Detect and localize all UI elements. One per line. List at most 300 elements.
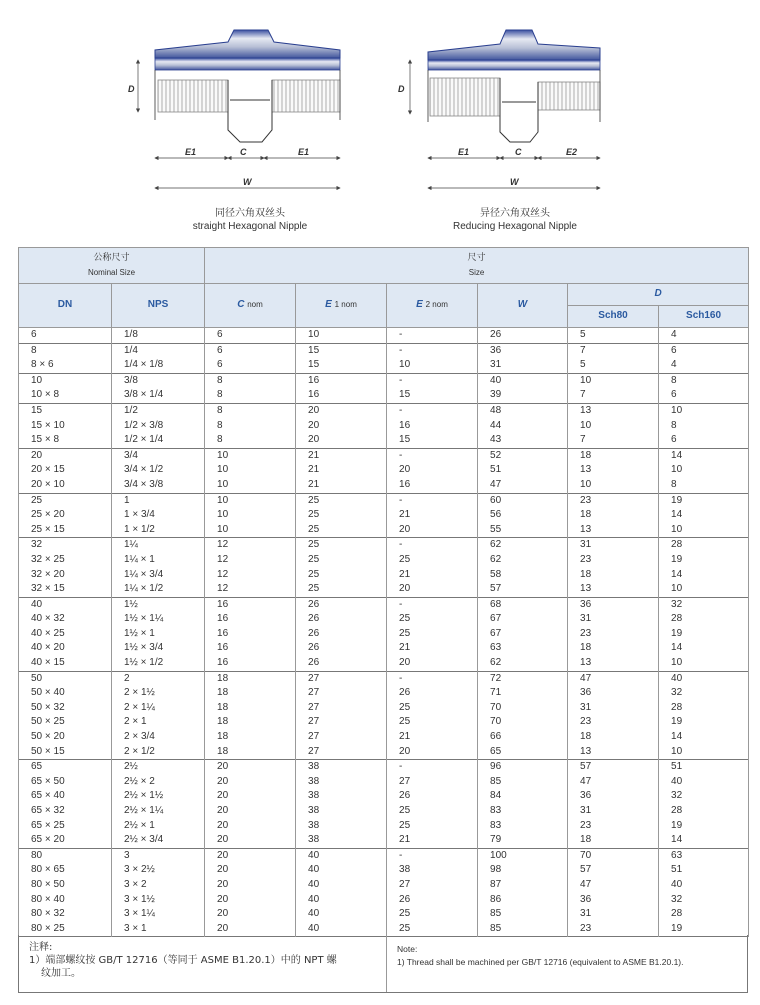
table-cell: 5 <box>568 358 659 373</box>
table-cell: 1½ × 3/4 <box>112 641 205 656</box>
table-cell: 3/4 × 1/2 <box>112 463 205 478</box>
table-cell: 47 <box>568 878 659 893</box>
straight-caption-zh: 同径六角双丝头 <box>215 208 285 219</box>
table-cell: 14 <box>659 641 749 656</box>
header-w-label: W <box>517 299 528 311</box>
table-row <box>19 730 749 745</box>
table-cell: 8 <box>205 403 296 418</box>
table-cell: 12 <box>205 582 296 597</box>
table-cell: 47 <box>568 671 659 686</box>
table-cell: 14 <box>659 730 749 745</box>
table-cell: 55 <box>478 523 568 538</box>
header-e2-label: E <box>416 299 423 311</box>
table-cell: 25 <box>387 922 478 937</box>
table-cell: 25 × 20 <box>19 508 112 523</box>
table-cell: 19 <box>659 493 749 508</box>
table-cell: 31 <box>568 612 659 627</box>
table-cell: 36 <box>568 686 659 701</box>
table-cell: 25 <box>387 553 478 568</box>
table-cell: 65 <box>19 760 112 775</box>
table-cell: 84 <box>478 789 568 804</box>
table-cell: 16 <box>387 478 478 493</box>
table-cell: 26 <box>478 328 568 344</box>
straight-nipple-drawing <box>128 30 340 188</box>
table-cell: 10 <box>659 582 749 597</box>
table-cell: - <box>387 343 478 358</box>
notes-zh <box>29 941 399 980</box>
table-cell: 23 <box>568 819 659 834</box>
table-row <box>19 508 749 523</box>
table-cell: 18 <box>205 671 296 686</box>
table-cell: 79 <box>478 833 568 848</box>
table-cell: 8 <box>659 419 749 434</box>
table-cell: 80 <box>19 848 112 863</box>
table-cell: - <box>387 493 478 508</box>
table-cell: 18 <box>568 641 659 656</box>
table-cell: 32 <box>659 893 749 908</box>
table-cell: 23 <box>568 627 659 642</box>
table-cell: 27 <box>296 715 387 730</box>
table-cell: 62 <box>478 656 568 671</box>
reducing-label-d: D <box>398 84 405 94</box>
table-cell: 10 <box>659 523 749 538</box>
table-row <box>19 328 749 344</box>
header-size-zh: 尺寸 <box>467 252 486 263</box>
table-cell: 23 <box>568 922 659 937</box>
table-cell: 10 <box>205 493 296 508</box>
notes-zh-line1: 1）端部螺纹按 GB/T 12716（等同于 ASME B1.20.1）中的 NPT 螺 <box>29 955 337 966</box>
table-cell: 65 × 32 <box>19 804 112 819</box>
table-cell: 57 <box>478 582 568 597</box>
table-cell: 85 <box>478 922 568 937</box>
table-cell: 20 <box>205 848 296 863</box>
table-cell: 32 × 20 <box>19 568 112 583</box>
straight-caption <box>170 207 330 233</box>
table-cell: 7 <box>568 433 659 448</box>
table-row <box>19 358 749 373</box>
table-cell: 31 <box>478 358 568 373</box>
table-cell: 38 <box>387 863 478 878</box>
header-size-en: Size <box>468 267 485 277</box>
table-cell: 18 <box>568 833 659 848</box>
table-cell: 15 × 8 <box>19 433 112 448</box>
straight-label-d: D <box>128 84 135 94</box>
table-cell: 65 × 20 <box>19 833 112 848</box>
table-cell: 16 <box>205 612 296 627</box>
table-cell: 50 × 25 <box>19 715 112 730</box>
table-cell: 23 <box>568 715 659 730</box>
table-cell: - <box>387 328 478 344</box>
table-cell: - <box>387 760 478 775</box>
table-cell: 43 <box>478 433 568 448</box>
table-cell: 2½ × 2 <box>112 775 205 790</box>
reducing-caption <box>430 207 600 233</box>
table-cell: 8 <box>205 388 296 403</box>
table-cell: 25 <box>296 553 387 568</box>
table-cell: 12 <box>205 568 296 583</box>
table-cell: 86 <box>478 893 568 908</box>
table-row <box>19 789 749 804</box>
table-cell: 20 <box>387 656 478 671</box>
table-cell: 21 <box>296 448 387 463</box>
header-nps: NPS <box>112 284 205 328</box>
table-cell: 21 <box>387 730 478 745</box>
table-cell: 66 <box>478 730 568 745</box>
table-cell: 28 <box>659 907 749 922</box>
table-cell: 3/8 × 1/4 <box>112 388 205 403</box>
table-cell: 16 <box>296 373 387 388</box>
table-row <box>19 553 749 568</box>
table-cell: 15 <box>19 403 112 418</box>
table-cell: 18 <box>205 686 296 701</box>
table-cell: 16 <box>387 419 478 434</box>
table-cell: 10 <box>659 403 749 418</box>
table-cell: 6 <box>205 358 296 373</box>
table-cell: 7 <box>568 343 659 358</box>
table-cell: 72 <box>478 671 568 686</box>
table-cell: 16 <box>205 597 296 612</box>
table-cell: 27 <box>296 730 387 745</box>
table-row <box>19 568 749 583</box>
table-cell: 48 <box>478 403 568 418</box>
table-cell: 6 <box>659 388 749 403</box>
table-cell: 19 <box>659 819 749 834</box>
table-cell: 25 × 15 <box>19 523 112 538</box>
table-row <box>19 804 749 819</box>
table-row <box>19 627 749 642</box>
reducing-label-w: W <box>510 177 519 187</box>
table-cell: 8 <box>205 373 296 388</box>
table-cell: 12 <box>205 553 296 568</box>
reducing-label-e2: E2 <box>566 147 578 157</box>
table-cell: 32 <box>659 597 749 612</box>
table-cell: - <box>387 538 478 553</box>
header-nominal-en: Nominal Size <box>87 267 136 277</box>
table-cell: 1/8 <box>112 328 205 344</box>
table-cell: 2½ <box>112 760 205 775</box>
table-cell: 10 <box>205 508 296 523</box>
table-cell: 26 <box>296 612 387 627</box>
table-cell: 14 <box>659 508 749 523</box>
table-row <box>19 373 749 388</box>
table-cell: 65 × 25 <box>19 819 112 834</box>
table-cell: 10 <box>296 328 387 344</box>
table-cell: 50 × 15 <box>19 745 112 760</box>
table-cell: 6 <box>19 328 112 344</box>
reducing-label-c: C <box>515 147 522 157</box>
table-cell: 80 × 25 <box>19 922 112 937</box>
table-cell: 87 <box>478 878 568 893</box>
table-cell: 3/8 <box>112 373 205 388</box>
table-cell: 25 <box>296 538 387 553</box>
table-cell: 36 <box>568 789 659 804</box>
table-cell: 2 × 1 <box>112 715 205 730</box>
table-cell: 20 <box>205 863 296 878</box>
table-cell: 16 <box>205 641 296 656</box>
table-cell: 10 <box>568 419 659 434</box>
table-cell: 85 <box>478 907 568 922</box>
table-cell: 13 <box>568 745 659 760</box>
table-row <box>19 848 749 863</box>
table-cell: 27 <box>296 686 387 701</box>
table-cell: 18 <box>568 508 659 523</box>
table-cell: 8 <box>659 373 749 388</box>
table-cell: 10 <box>659 463 749 478</box>
table-row <box>19 538 749 553</box>
table-cell: 2½ × 1¼ <box>112 804 205 819</box>
table-cell: 18 <box>205 701 296 716</box>
table-cell: 63 <box>478 641 568 656</box>
table-cell: 6 <box>659 343 749 358</box>
table-row <box>19 656 749 671</box>
table-cell: 10 <box>387 358 478 373</box>
table-cell: 16 <box>296 388 387 403</box>
table-cell: 19 <box>659 553 749 568</box>
header-nominal-size <box>19 248 205 284</box>
table-cell: 16 <box>205 627 296 642</box>
table-cell: 38 <box>296 760 387 775</box>
header-e2 <box>387 284 478 328</box>
table-cell: 14 <box>659 448 749 463</box>
table-cell: 83 <box>478 804 568 819</box>
table-row <box>19 641 749 656</box>
table-cell: 62 <box>478 553 568 568</box>
table-cell: 20 × 10 <box>19 478 112 493</box>
table-cell: 20 <box>296 433 387 448</box>
table-row <box>19 907 749 922</box>
table-cell: 40 <box>659 671 749 686</box>
table-cell: 1¼ × 1/2 <box>112 582 205 597</box>
table-cell: - <box>387 671 478 686</box>
table-cell: - <box>387 448 478 463</box>
table-cell: 25 <box>296 493 387 508</box>
table-cell: 47 <box>478 478 568 493</box>
table-row <box>19 493 749 508</box>
table-cell: 36 <box>568 597 659 612</box>
table-cell: 67 <box>478 627 568 642</box>
table-cell: 25 <box>387 804 478 819</box>
table-row <box>19 419 749 434</box>
table-row <box>19 612 749 627</box>
table-cell: 2½ × 1 <box>112 819 205 834</box>
header-e1 <box>296 284 387 328</box>
table-cell: 20 <box>205 833 296 848</box>
table-row <box>19 833 749 848</box>
table-cell: 51 <box>478 463 568 478</box>
table-cell: 50 × 20 <box>19 730 112 745</box>
table-cell: - <box>387 403 478 418</box>
table-cell: 10 <box>205 448 296 463</box>
table-cell: 52 <box>478 448 568 463</box>
table-cell: 26 <box>296 641 387 656</box>
table-cell: 27 <box>296 701 387 716</box>
table-row <box>19 448 749 463</box>
table-cell: 15 × 10 <box>19 419 112 434</box>
table-cell: 85 <box>478 775 568 790</box>
table-cell: 3 × 2 <box>112 878 205 893</box>
table-cell: 8 × 6 <box>19 358 112 373</box>
table-row <box>19 893 749 908</box>
table-cell: 15 <box>387 433 478 448</box>
table-cell: 23 <box>568 553 659 568</box>
header-sch80: Sch80 <box>568 306 659 328</box>
table-cell: 20 <box>205 775 296 790</box>
straight-label-e1-left: E1 <box>185 147 197 157</box>
straight-label-c: C <box>240 147 247 157</box>
table-cell: 28 <box>659 701 749 716</box>
table-cell: 80 × 50 <box>19 878 112 893</box>
table-cell: 62 <box>478 538 568 553</box>
table-cell: - <box>387 373 478 388</box>
table-cell: - <box>387 848 478 863</box>
spec-table <box>18 247 749 937</box>
table-cell: 1 <box>112 493 205 508</box>
table-cell: 2½ × 3/4 <box>112 833 205 848</box>
table-cell: 6 <box>659 433 749 448</box>
table-row <box>19 523 749 538</box>
table-cell: 20 <box>387 582 478 597</box>
table-cell: 1/2 × 3/8 <box>112 419 205 434</box>
header-sch160: Sch160 <box>659 306 749 328</box>
table-row <box>19 597 749 612</box>
table-cell: 18 <box>568 568 659 583</box>
table-cell: 4 <box>659 358 749 373</box>
header-w <box>478 284 568 328</box>
table-cell: 23 <box>568 493 659 508</box>
table-cell: 3 × 2½ <box>112 863 205 878</box>
table-cell: 20 <box>205 804 296 819</box>
table-cell: 57 <box>568 760 659 775</box>
table-cell: 27 <box>387 775 478 790</box>
table-cell: 40 <box>296 848 387 863</box>
table-row <box>19 760 749 775</box>
table-cell: 13 <box>568 403 659 418</box>
table-cell: 40 <box>659 775 749 790</box>
table-cell: 16 <box>205 656 296 671</box>
header-e1-label: E <box>325 299 332 311</box>
table-cell: 50 × 32 <box>19 701 112 716</box>
table-cell: 15 <box>296 358 387 373</box>
table-cell: 25 <box>296 568 387 583</box>
table-cell: 13 <box>568 523 659 538</box>
header-e2-sub: 2 nom <box>425 300 448 310</box>
table-row <box>19 775 749 790</box>
table-cell: 1½ × 1/2 <box>112 656 205 671</box>
table-cell: 38 <box>296 833 387 848</box>
table-cell: 27 <box>387 878 478 893</box>
table-cell: 10 <box>205 463 296 478</box>
table-row <box>19 582 749 597</box>
table-cell: 18 <box>568 730 659 745</box>
table-cell: 10 <box>19 373 112 388</box>
table-cell: 31 <box>568 804 659 819</box>
table-cell: 21 <box>387 833 478 848</box>
table-cell: 32 <box>659 789 749 804</box>
table-cell: 14 <box>659 833 749 848</box>
table-cell: 20 <box>205 789 296 804</box>
table-cell: 40 <box>296 922 387 937</box>
table-cell: 65 × 40 <box>19 789 112 804</box>
table-row <box>19 388 749 403</box>
header-d <box>568 284 749 306</box>
table-cell: 1½ × 1¼ <box>112 612 205 627</box>
table-cell: 31 <box>568 538 659 553</box>
table-cell: 15 <box>296 343 387 358</box>
table-cell: 10 <box>659 745 749 760</box>
table-cell: 25 <box>296 508 387 523</box>
table-cell: 32 × 15 <box>19 582 112 597</box>
table-cell: 20 <box>205 760 296 775</box>
table-cell: 2 × 1½ <box>112 686 205 701</box>
table-cell: 20 <box>205 922 296 937</box>
table-cell: 21 <box>387 641 478 656</box>
table-row <box>19 478 749 493</box>
reducing-caption-zh: 异径六角双丝头 <box>480 208 550 219</box>
table-cell: 40 <box>659 878 749 893</box>
table-cell: 70 <box>478 701 568 716</box>
table-cell: 10 <box>205 523 296 538</box>
table-cell: 13 <box>568 463 659 478</box>
table-cell: 83 <box>478 819 568 834</box>
table-row <box>19 686 749 701</box>
table-cell: 20 <box>205 819 296 834</box>
table-cell: 26 <box>296 627 387 642</box>
table-cell: 27 <box>296 745 387 760</box>
table-cell: 28 <box>659 612 749 627</box>
table-cell: 31 <box>568 907 659 922</box>
table-cell: 50 × 40 <box>19 686 112 701</box>
header-size <box>205 248 749 284</box>
table-cell: 40 × 20 <box>19 641 112 656</box>
table-cell: 40 <box>478 373 568 388</box>
notes-box <box>18 935 748 993</box>
spec-table-body <box>19 328 749 937</box>
table-cell: - <box>387 597 478 612</box>
reducing-nipple-drawing <box>398 30 600 188</box>
table-cell: 100 <box>478 848 568 863</box>
table-cell: 3/4 × 3/8 <box>112 478 205 493</box>
table-cell: 1¼ × 1 <box>112 553 205 568</box>
table-cell: 10 <box>568 478 659 493</box>
table-cell: 39 <box>478 388 568 403</box>
table-cell: 26 <box>387 789 478 804</box>
table-cell: 20 <box>387 463 478 478</box>
table-cell: 3/4 <box>112 448 205 463</box>
reducing-label-e1: E1 <box>458 147 470 157</box>
table-cell: 40 <box>296 893 387 908</box>
table-cell: 32 <box>19 538 112 553</box>
table-cell: 25 <box>387 819 478 834</box>
table-cell: 10 <box>205 478 296 493</box>
table-cell: 1/2 × 1/4 <box>112 433 205 448</box>
table-row <box>19 463 749 478</box>
header-nominal-zh: 公称尺寸 <box>93 252 130 263</box>
table-cell: 58 <box>478 568 568 583</box>
table-cell: 80 × 65 <box>19 863 112 878</box>
table-cell: 3 × 1½ <box>112 893 205 908</box>
table-cell: 19 <box>659 627 749 642</box>
straight-label-w: W <box>243 177 252 187</box>
table-cell: 36 <box>478 343 568 358</box>
table-cell: 38 <box>296 789 387 804</box>
table-cell: 25 <box>387 907 478 922</box>
table-cell: 1½ × 1 <box>112 627 205 642</box>
table-cell: 38 <box>296 804 387 819</box>
table-cell: 18 <box>205 715 296 730</box>
table-cell: 40 <box>296 863 387 878</box>
table-cell: 50 <box>19 671 112 686</box>
table-cell: 1/4 × 1/8 <box>112 358 205 373</box>
